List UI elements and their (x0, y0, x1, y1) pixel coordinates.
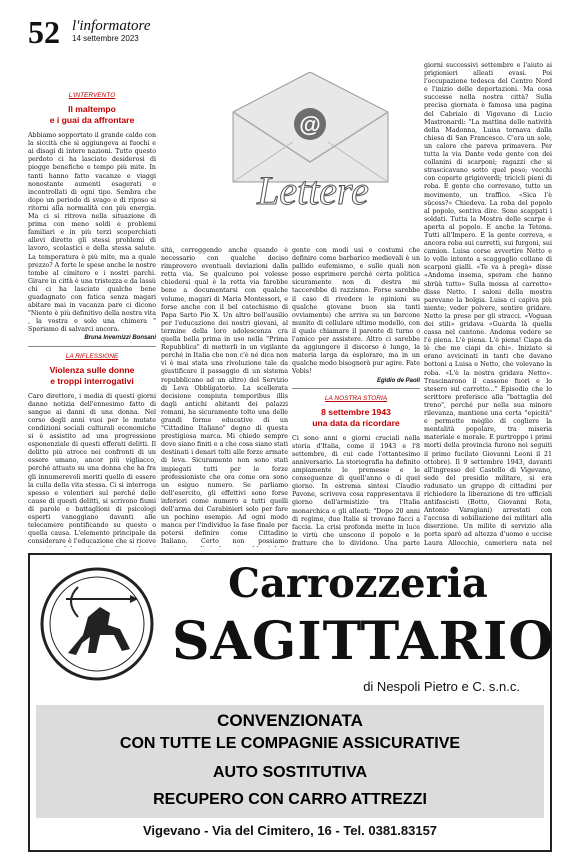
riflessione-title-line1: Violenza sulle donne (49, 364, 135, 375)
newspaper-name: l'informatore (72, 18, 151, 34)
ad-service-4: RECUPERO CON CARRO ATTREZZI (153, 791, 427, 808)
column-3-body-top: gente con modi usi e costumi che definire come barbarico medievali è un pallido eufemismo, e sulle quali non posso esprimere perché certa politica sicuramente non di destra mi taccerebbe di razzismo. Forse sarebbe il caso di rivedere le opinioni su qualche giovane buon sia tanti ovviamente) che arriva su un barcone munito di cellulare ultimo modello, con il quale chiamare il parente di turno o l'amico per assistere. Altro ci sarebbe da aggiungere il discorso è lungo, la materia larga da esplorare, ma in un qualche modo bisognerà pur agire. Fate Vobis! (292, 247, 420, 376)
archer-centaur-icon (68, 607, 130, 655)
advertisement (28, 553, 555, 852)
riflessione-body: Caro direttore, i media di questi giorni danno notizia dell'ennesimo fatto di sangue ai danni di una donna. Nel corso degli anni vuoi per le mutate condizioni sociali culturali economiche si è assistito ad una progressione esponenziale di questi efferati delitti. Il delitto più atroce nei confronti di un essere umano, ancor più vigliacco, perché attuato su una donna che ha fra gli innumerevoli meriti quello di essere la culla della vita stessa. Ci si interroga spesso e volentieri sul perché delle cause di questi delitti, si scrivono fiumi di parole e battaglioni di psicologi esperti vaneggiano davanti alle telecamere pontificando su questo o quella causa. L'elemento principale da considerare è l'educazione che si riceve (28, 392, 156, 546)
issue-date: 14 settembre 2023 (72, 34, 139, 43)
banner-word: Lettere (257, 168, 369, 213)
column-1 (28, 92, 156, 547)
storia-kicker: LA NOSTRA STORIA (324, 394, 388, 402)
column-3-signature: Egidio de Paoli (376, 377, 420, 384)
ad-service-3: AUTO SOSTITUTIVA (212, 764, 368, 781)
ad-service-2: CON TUTTE LE COMPAGNIE ASSICURATIVE (119, 735, 461, 752)
divider (292, 388, 420, 389)
ad-services-box (36, 705, 544, 818)
ad-name-line1: Carrozzeria (228, 560, 488, 607)
column-4-body: giorni successivi settembre e l'aiuto ai prigionieri alleati evasi. Poi l'occupazione tedesca del Centro Nord e l'inizio delle deportazioni. Ma cosa successe nella nostra città? Sulla precisa giornata è famosa una pagina del Cabrialo di Vigevano di Lucio Mastronardi: "La mattina delle natività della Madonna, Luisa tornava dalla chiesa di San Francesco. C'era un sole, un calore che pareva primavera. Per tutta la via Dante vede gente con dei collanini di scarponi; ragazzi che si strascicavano sotto quel peso; vecchi con coperte grigioverdi; tricicli pieni di roba. E gente che correvano, tutto un movimento, un traffico. «Sica l'è sücess?» Chiedeva. La roba del popolo al popolo, sentiva dire. Sono scappati i soldati. Tutta la Mostra delle scarpe è aperta al popolo. E anche la Tetona. Tutti all'Impero. E la gente correva, e ancora roba sui carretti, sui furgoni, sui camion. Luisa corse avvertire Netto e lo volle intento a scaggaglio collane di scarponi gialli. «Te va à pregà» disse «Andoma insema, speram che hanno sbrüà tutto» Sulla mossa al carretto» disse Netto. I saloni della mostra parevano la bolgia. Luisa ci capiva più niente; veder polvere, sentire gridare. Netto la prese per gli stracci. «Voguan dei stili» gridava «Guarda là quella cassa nel cantone. Andoma vedere se l'è piena. L'è piena. L'è piena! Ciapa da lè che me ciapi da chi». Iniziato si erano avvicinati in tanti che davano bottoni a Luisa e Netto, che volevano la roba. «L'è la nostra gridava Netto». Trascinarono il cassone fuori e lo stesero sul carretto..." Episodio che lo scrittore preferisce alla "battaglia del treno", perché pur nella sua minore rilevanza, mantiene una certa "epicità" e permette meglio di cogliere la mentalità popolare, tra miseria materiale e morale. E purtroppo i primi morti della provincia furono nei seguiti il primo fucilato Giovanni Leoni il 21 ottobre). Il 9 settembre 1943, davanti all'ingresso del Castello di Vigevano, sede del presidio militare, si era radunato un gruppo di cittadini per richiedere la liberazione di tre ufficiali antifascisti (Botto, Giovanni Rota, Antonio Varagiani) arrestati con l'accusa di sobillazione dei militari alla diserzione. Un milite di servizio alla porta sparò ad altezza d'uomo e uccise Laura Allocchio, cameriera nata nel (424, 62, 552, 547)
intervento-signature: Bruna Invernizzi Bonsani (84, 335, 156, 342)
intervento-kicker: L'INTERVENTO (68, 92, 116, 99)
at-symbol: @ (299, 112, 321, 137)
storia-title-line2: una data da ricordare (312, 417, 400, 428)
ad-company: di Nespoli Pietro e C. s.n.c. (363, 679, 520, 694)
column-2-body: sità, correggendo anche quando è necessario con qualche deciso rimprovero eventuali deviazioni dalla retta via. Se qualcuno poi volesse chiedersi qual è la retta via farebbe bene a documentarsi con qualche volume, magari di Maria Montessori, e forse anche con il bel catechismo di Papa Sarto Pio X. Un altro bell'ausilio per l'educazione dei nostri giovani, al termine della loro adolescenza cra quella bella prima in uso nella "Prima Repubblica" di metterli in un vigilante perché in Italia che non c'è né dica non vi è mai stata una rivoluzione tale da giustificare il passaggio di un sistema repubblicano ad un altro) del Servizio di Leva Obbligatorio. La scellerata decisione compiuta temporibus illis dagli antichi abitanti dei palazzi romani, ha sicuramente tolto una delle grandi forme educative di un "Cittadino Italiano" degno di questa prestigiosa marca. Mi chiedo sempre dove siano finiti e a che cosa siano stati destinati i denari tolti alle forze armate di leva. Sicuramente non sono stati impiegati tutti per le forze professioniste che ora come ora sono un esiguo numero. Se parliamo dell'esercito, gli effettivi sono forse inferiori come numero a tutti quelli dell'arma dei Carabinieri solo per fare un pochino esempio. Ad ogni modo manca per l'individuo la fase finale per potersi definire come Cittadino Italiano. Certo non possiamo (161, 247, 288, 546)
page-header (28, 14, 552, 54)
ad-service-1: CONVENZIONATA (217, 711, 363, 730)
riflessione-title-line2: e troppi interrogativi (50, 375, 134, 386)
column-2 (161, 247, 288, 547)
storia-title-line1: 8 settembre 1943 (321, 406, 391, 417)
intervento-title-line2: e i guai da affrontare (49, 115, 135, 126)
bow-icon (71, 587, 78, 617)
storia-body: Ci sono anni e giorni cruciali nella storia d'Italia, come il 1943 e l'8 settembre, di cui cade l'ottantesimo anniversario. La storiografia ha definito ampiamente le premesse e le conseguenze di quell'anno e di quel giorno. In estrema sintesi Claudio Pavone, scriveva cosa rappresentava il giorno dell'armistizio tra l'Italia monarchica e gli alleati: "Dopo 20 anni di regime, due Italie si trovano facci a faccia. La crisi profonda mette in luce le virtù che unscono il popolo e le fratture che lo dividono. Una parte (292, 434, 420, 547)
intervento-title-line1: Il maltempo (68, 104, 116, 115)
ad-name-line2: SAGITTARIO (172, 611, 555, 672)
column-4 (424, 62, 552, 547)
sagittarius-logo (38, 565, 156, 683)
page-number: 52 (28, 14, 60, 50)
intervento-body: Abbiamo sopportato il grande caldo con la siccità che si aggiungeva ai fuochi e ai disagi di intere nazioni. Tutto questo perdoto ci ha lasciato desiderosi di piogge benefiche e tempo più mite. In tanti hanno fatto vacanze e viaggi nonostante aumenti esagerati e incontrollati di ogni tipo. Sembra che dopo un periodo di svago e di riposo si ritorni alla normalità con più energia. Ma ci si ritrova nella situazione di prima con meno soldi e problemi familiari e in più terzi scoperchiati allevi diretto gli stessi problemi di lavoro, scolastici e della stessa salute. La temperatura è più mite, ma a quale prezzo? A forte le spese anche le nostre tombe al cimitero e i nostri parchi. Girare in città è una tristezza e da lassù chi ci ha lasciato qualche bene guadagnato con fatica senza magari abitare mai in vacanza pare ci dicono "Niente è più definitivo della nostra vita , la vostra e solo una chimera " Speriamo di salvarci ancora. (28, 132, 156, 334)
divider (28, 346, 156, 347)
column-3 (292, 247, 420, 547)
letters-banner (213, 72, 408, 222)
ad-address: Vigevano - Via del Cimitero, 16 - Tel. 0381.83157 (142, 823, 438, 838)
riflessione-kicker: LA RIFLESSIONE (65, 352, 119, 360)
